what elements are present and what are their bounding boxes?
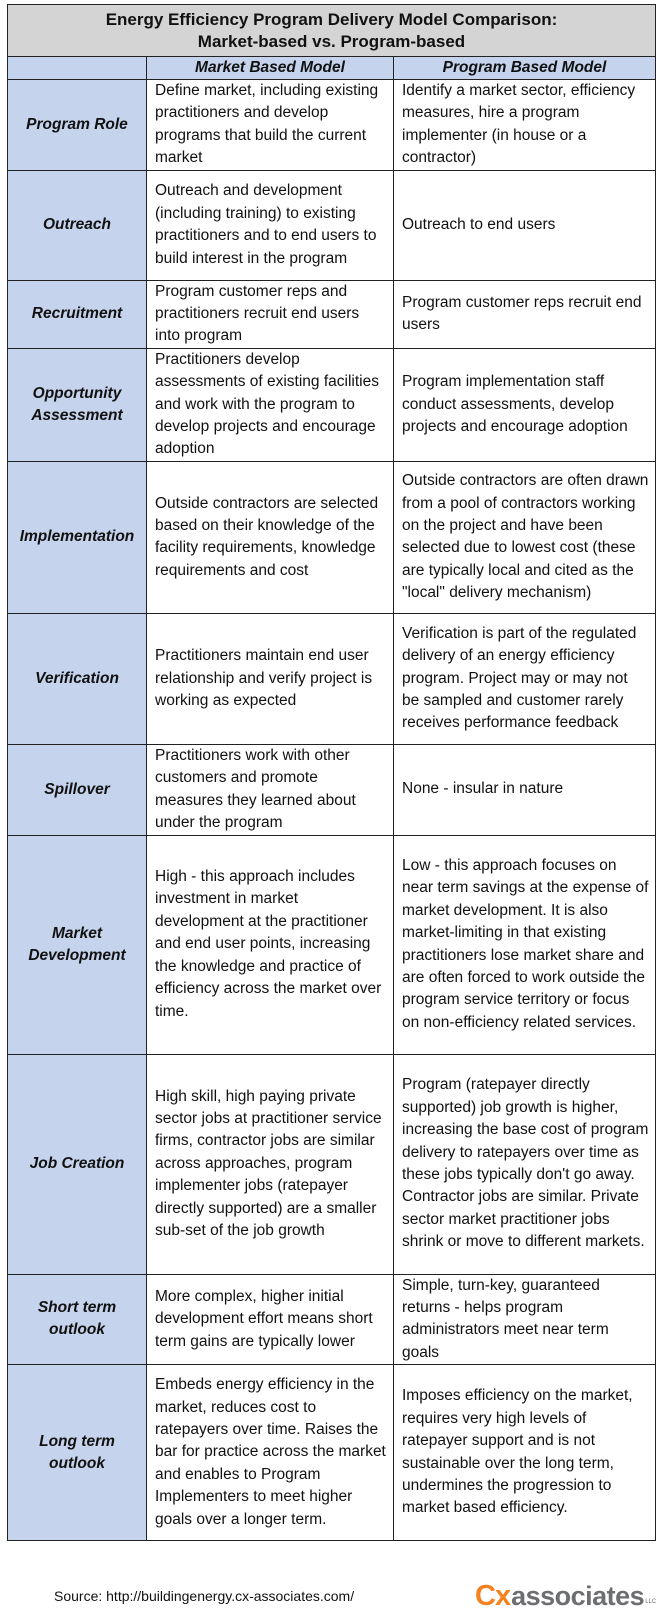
table-row bbox=[8, 1274, 656, 1365]
row-label: Recruitment bbox=[8, 280, 147, 348]
market-cell: Program customer reps and practitioners recruit end users into program bbox=[147, 280, 394, 348]
source-text: Source: http://buildingenergy.cx-associates.com/ bbox=[54, 1588, 355, 1604]
column-header-program: Program Based Model bbox=[394, 57, 656, 80]
row-label: Market Development bbox=[8, 835, 147, 1054]
table-row bbox=[8, 835, 656, 1054]
title-line-1: Energy Efficiency Program Delivery Model Comparison: bbox=[105, 10, 558, 29]
market-cell: More complex, higher initial development effort means short term gains are typically lower bbox=[147, 1274, 394, 1365]
row-label: Outreach bbox=[8, 170, 147, 280]
comparison-table bbox=[7, 4, 656, 1541]
program-cell: Simple, turn-key, guaranteed returns - helps program administrators meet near term goals bbox=[394, 1274, 656, 1365]
program-cell: Identify a market sector, efficiency measures, hire a program implementer (in house or a contractor) bbox=[394, 80, 656, 171]
table-row bbox=[8, 280, 656, 348]
program-cell: Program customer reps recruit end users bbox=[394, 280, 656, 348]
table-title bbox=[8, 5, 656, 57]
program-cell: Outreach to end users bbox=[394, 170, 656, 280]
row-label: Long term outlook bbox=[8, 1365, 147, 1541]
comparison-table-wrapper bbox=[7, 4, 655, 1541]
market-cell: Practitioners work with other customers and promote measures they learned about under the program bbox=[147, 744, 394, 835]
row-label: Opportunity Assessment bbox=[8, 348, 147, 461]
program-cell: Imposes efficiency on the market, requires very high levels of ratepayer support and is not sustainable over the long term, undermines the progression to market based efficiency. bbox=[394, 1365, 656, 1541]
table-row bbox=[8, 170, 656, 280]
market-cell: Practitioners maintain end user relationship and verify project is working as expected bbox=[147, 613, 394, 744]
title-line-2: Market-based vs. Program-based bbox=[197, 32, 466, 51]
logo-llc-text: LLC bbox=[645, 1599, 657, 1605]
market-cell: High - this approach includes investment in market development at the practitioner and end user points, increasing the knowledge and practice of efficiency across the market over time. bbox=[147, 835, 394, 1054]
market-cell: High skill, high paying private sector jobs at practitioner service firms, contractor jobs are similar across approaches, program implementer jobs (ratepayer directly supported) are a smaller sub-set of the job growth bbox=[147, 1054, 394, 1274]
row-label: Program Role bbox=[8, 80, 147, 171]
table-row bbox=[8, 461, 656, 613]
footer bbox=[0, 1576, 664, 1616]
table-row bbox=[8, 1054, 656, 1274]
row-label: Job Creation bbox=[8, 1054, 147, 1274]
logo-associates-text: associates bbox=[511, 1580, 645, 1611]
program-cell: Program implementation staff conduct assessments, develop projects and encourage adoption bbox=[394, 348, 656, 461]
market-cell: Define market, including existing practitioners and develop programs that build the current market bbox=[147, 80, 394, 171]
logo-cx-text: Cx bbox=[475, 1579, 511, 1612]
program-cell: Low - this approach focuses on near term savings at the expense of market development. It is also market-limiting in that existing practitioners lose market share and are often forced to work outside the program service territory or focus on non-efficiency related services. bbox=[394, 835, 656, 1054]
program-cell: Verification is part of the regulated delivery of an energy efficiency program. Project may or may not be sampled and customer rarely receives performance feedback bbox=[394, 613, 656, 744]
table-row bbox=[8, 1365, 656, 1541]
column-header-market: Market Based Model bbox=[147, 57, 394, 80]
market-cell: Outreach and development (including training) to existing practitioners and to end users to build interest in the program bbox=[147, 170, 394, 280]
table-row bbox=[8, 80, 656, 171]
row-label: Verification bbox=[8, 613, 147, 744]
row-label: Spillover bbox=[8, 744, 147, 835]
market-cell: Practitioners develop assessments of existing facilities and work with the program to develop projects and encourage adoption bbox=[147, 348, 394, 461]
cx-associates-logo bbox=[475, 1578, 656, 1614]
market-cell: Embeds energy efficiency in the market, reduces cost to ratepayers over time. Raises the bar for practice across the market and enables to Program Implementers to meet higher goals over a longer term. bbox=[147, 1365, 394, 1541]
market-cell: Outside contractors are selected based on their knowledge of the facility requirements, knowledge requirements and cost bbox=[147, 461, 394, 613]
program-cell: Program (ratepayer directly supported) job growth is higher, increasing the base cost of program delivery to ratepayers over time as these jobs typically don't go away. Contractor jobs are similar. Private sector market practitioner jobs shrink or move to different markets. bbox=[394, 1054, 656, 1274]
program-cell: None - insular in nature bbox=[394, 744, 656, 835]
program-cell: Outside contractors are often drawn from a pool of contractors working on the project and have been selected due to lowest cost (these are typically local and cited as the "local" delivery mechanism) bbox=[394, 461, 656, 613]
table-row bbox=[8, 348, 656, 461]
table-row bbox=[8, 744, 656, 835]
table-row bbox=[8, 613, 656, 744]
row-label: Implementation bbox=[8, 461, 147, 613]
corner-cell bbox=[8, 57, 147, 80]
row-label: Short term outlook bbox=[8, 1274, 147, 1365]
